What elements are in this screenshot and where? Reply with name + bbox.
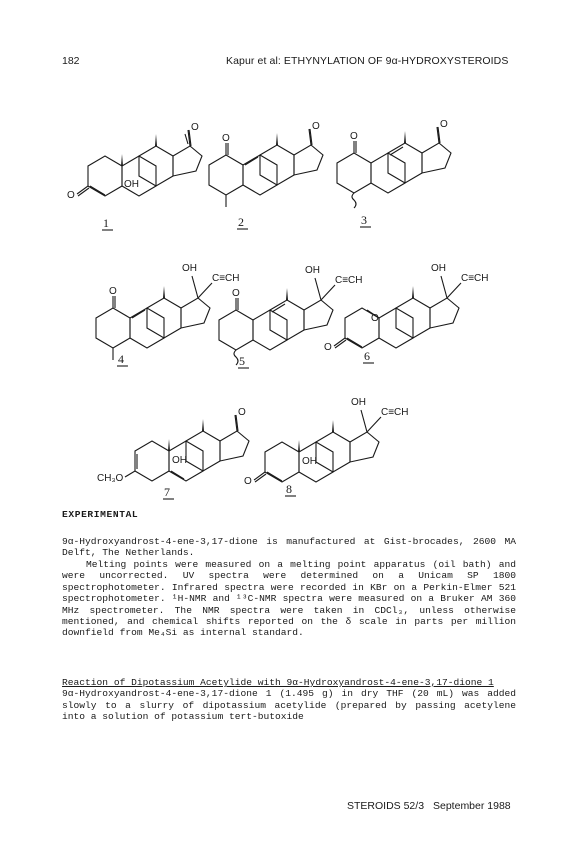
- compound-3-structure: [337, 119, 451, 227]
- hydroxyl-label: OH: [431, 263, 446, 274]
- ethynyl-label: C≡CH: [335, 275, 363, 286]
- ketone-oxygen-label: O: [324, 342, 332, 353]
- compound-5-structure: [219, 265, 363, 368]
- hydroxyl-label: OH: [351, 397, 366, 408]
- ethynyl-label: C≡CH: [212, 273, 240, 284]
- compound-number-1: 1: [103, 216, 109, 230]
- epoxide-oxygen-label: O: [371, 313, 379, 324]
- ethynyl-label: C≡CH: [381, 407, 409, 418]
- compound-number-6: 6: [364, 349, 370, 363]
- compound-number-5: 5: [239, 354, 245, 368]
- paragraph-procedure: 9α-Hydroxyandrost-4-ene-3,17-dione 1 (1.495 g) in dry THF (20 mL) was added slowly to a slurry of dipotassium acetylide (prepared by passing acetylene into a solution of potassium tert-butoxide: [62, 688, 516, 723]
- hydroxyl-label: OH: [305, 265, 320, 276]
- reaction-subheading: Reaction of Dipotassium Acetylide with 9α-Hydroxyandrost-4-ene-3,17-dione 1: [62, 677, 494, 688]
- running-title: Kapur et al: ETHYNYLATION OF 9α-HYDROXYSTEROIDS: [226, 55, 509, 67]
- ketone-oxygen-label: O: [350, 131, 358, 142]
- journal-citation: STEROIDS 52/3: [347, 800, 425, 812]
- page-number: 182: [62, 55, 80, 67]
- publication-date: September 1988: [433, 800, 511, 812]
- compound-4-structure: [96, 263, 240, 366]
- section-heading: EXPERIMENTAL: [62, 509, 139, 520]
- reaction-section: [62, 677, 516, 723]
- compound-7-structure: [97, 407, 249, 499]
- ketone-oxygen-label: O: [191, 122, 199, 133]
- ketone-oxygen-label: O: [109, 286, 117, 297]
- compound-number-8: 8: [286, 482, 292, 496]
- compound-2-structure: [209, 121, 323, 229]
- compound-1-structure: [67, 122, 202, 230]
- ketone-oxygen-label: O: [67, 190, 75, 201]
- compound-number-4: 4: [118, 352, 124, 366]
- ketone-oxygen-label: O: [440, 119, 448, 130]
- ethynyl-label: C≡CH: [461, 273, 489, 284]
- ketone-oxygen-label: O: [232, 288, 240, 299]
- hydroxyl-label: OH: [182, 263, 197, 274]
- ketone-oxygen-label: O: [312, 121, 320, 132]
- compound-number-7: 7: [164, 485, 170, 499]
- compound-number-2: 2: [238, 215, 244, 229]
- hydroxyl-label: OH: [302, 456, 317, 467]
- hydroxyl-label: OH: [124, 179, 139, 190]
- ketone-oxygen-label: O: [222, 133, 230, 144]
- compound-number-3: 3: [361, 213, 367, 227]
- compound-8-structure: [244, 397, 409, 496]
- methoxy-label: CH₃O: [97, 473, 124, 484]
- ketone-oxygen-label: O: [244, 476, 252, 487]
- hydroxyl-label: OH: [172, 455, 187, 466]
- paragraph-source: 9α-Hydroxyandrost-4-ene-3,17-dione is manufactured at Gist-brocades, 2600 MA Delft, The Netherlands.: [62, 536, 516, 559]
- ketone-oxygen-label: O: [238, 407, 246, 418]
- paragraph-methods: Melting points were measured on a melting point apparatus (oil bath) and were uncorrected. UV spectra were determined on a Unicam SP 1800 spectrophotometer. Infrared spectra were recorded in KBr on a Perkin-Elmer 521 spectrophotometer. ¹H-NMR and ¹³C-NMR spectra were measured on a Bruker AM 360 MHz spectrometer. The NMR spectra were taken in CDCl₃, unless otherwise mentioned, and chemical shifts reported on the δ scale in parts per million downfield from Me₄Si as internal standard.: [62, 559, 516, 639]
